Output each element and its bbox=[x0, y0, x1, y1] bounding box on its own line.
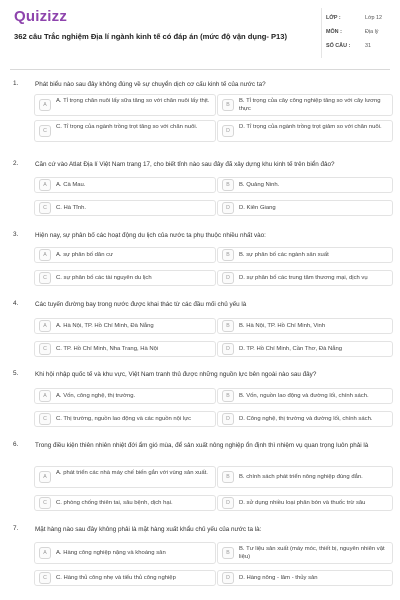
option-text: A. sự phân bố dân cư bbox=[56, 252, 114, 258]
option-text: D. sử dụng nhiều loại phân bón và thuốc trừ sâu bbox=[239, 500, 366, 506]
option-letter: C bbox=[39, 343, 51, 355]
option-a[interactable] bbox=[34, 318, 216, 334]
option-b[interactable] bbox=[217, 177, 393, 193]
option-d[interactable] bbox=[217, 120, 393, 142]
option-text: C. Hàng thủ công nhẹ và tiểu thủ công nghiệp bbox=[56, 575, 176, 581]
question-number: 7. bbox=[13, 525, 19, 532]
option-letter: A bbox=[39, 249, 51, 261]
question-number: 1. bbox=[13, 80, 19, 87]
option-letter: D bbox=[222, 572, 234, 584]
meta-subject-label: MÔN : bbox=[326, 29, 342, 35]
option-text: C. Thị trường, nguồn lao động và các nguồn nội lực bbox=[56, 416, 192, 422]
question-text: Căn cứ vào Atlat Địa lí Việt Nam trang 17, cho biết tỉnh nào sau đây đã xây dựng khu kinh tế trên biển đảo? bbox=[35, 161, 335, 168]
option-d[interactable] bbox=[217, 270, 393, 286]
option-letter: A bbox=[39, 179, 51, 191]
option-text: D. Công nghệ, thị trường và đường lối, chính sách. bbox=[239, 416, 373, 422]
option-text: B. Tỉ trọng của cây công nghiệp tăng so với cây lương thực bbox=[239, 98, 381, 112]
option-c[interactable] bbox=[34, 270, 216, 286]
option-letter: B bbox=[222, 471, 234, 483]
option-text: B. Hà Nội, TP. Hồ Chí Minh, Vinh bbox=[239, 323, 326, 329]
meta-count-row bbox=[321, 40, 387, 54]
option-text: B. sự phân bố các ngành sản xuất bbox=[239, 252, 329, 258]
meta-count-label: SỐ CÂU : bbox=[326, 43, 351, 49]
option-text: B. Tư liệu sản xuất (máy móc, thiết bị, nguyên nhiên vật liệu) bbox=[239, 546, 385, 560]
option-letter: B bbox=[222, 99, 234, 111]
option-c[interactable] bbox=[34, 570, 216, 586]
option-letter: C bbox=[39, 572, 51, 584]
option-letter: A bbox=[39, 471, 51, 483]
option-b[interactable] bbox=[217, 542, 393, 564]
option-letter: B bbox=[222, 320, 234, 332]
question-text: Các tuyến đường bay trong nước được khai thác từ các đầu mối chủ yếu là bbox=[35, 301, 247, 308]
question-text: Mặt hàng nào sau đây không phải là mặt hàng xuất khẩu chủ yếu của nước ta là: bbox=[35, 526, 262, 533]
option-text: D. TP. Hồ Chí Minh, Cần Thơ, Đà Nẵng bbox=[239, 346, 343, 352]
option-a[interactable] bbox=[34, 177, 216, 193]
option-b[interactable] bbox=[217, 388, 393, 404]
option-letter: D bbox=[222, 272, 234, 284]
option-letter: D bbox=[222, 497, 234, 509]
option-text: A. Vốn, công nghệ, thị trường. bbox=[56, 393, 136, 399]
question-text: Khi hội nhập quốc tế và khu vực, Việt Nam tranh thủ được những nguồn lực bên ngoài nào sau đây? bbox=[35, 371, 317, 378]
quizizz-logo: Quizizz bbox=[14, 8, 68, 25]
option-letter: B bbox=[222, 249, 234, 261]
option-b[interactable] bbox=[217, 318, 393, 334]
option-text: A. Tỉ trọng chăn nuôi lấy sữa tăng so với chăn nuôi lấy thịt. bbox=[56, 98, 210, 104]
meta-count-value: 31 bbox=[365, 43, 371, 49]
option-letter: C bbox=[39, 272, 51, 284]
option-letter: B bbox=[222, 547, 234, 559]
meta-class-label: LỚP : bbox=[326, 15, 341, 21]
option-text: D. Tỉ trọng của ngành trồng trọt giảm so với chăn nuôi. bbox=[239, 124, 382, 130]
option-text: A. phát triển các nhà máy chế biến gắn với vùng sản xuất. bbox=[56, 470, 208, 476]
worksheet-meta bbox=[321, 12, 387, 54]
question-number: 5. bbox=[13, 370, 19, 377]
option-b[interactable] bbox=[217, 247, 393, 263]
option-letter: C bbox=[39, 413, 51, 425]
option-letter: A bbox=[39, 390, 51, 402]
option-d[interactable] bbox=[217, 200, 393, 216]
option-text: B. Quảng Ninh. bbox=[239, 182, 280, 188]
option-d[interactable] bbox=[217, 411, 393, 427]
option-letter: A bbox=[39, 547, 51, 559]
header-divider bbox=[10, 69, 390, 70]
option-text: A. Cà Mau. bbox=[56, 182, 86, 188]
option-a[interactable] bbox=[34, 388, 216, 404]
option-letter: B bbox=[222, 179, 234, 191]
meta-class-value: Lớp 12 bbox=[365, 15, 383, 21]
option-a[interactable] bbox=[34, 466, 216, 488]
option-letter: A bbox=[39, 320, 51, 332]
option-text: C. TP. Hồ Chí Minh, Nha Trang, Hà Nội bbox=[56, 346, 159, 352]
option-d[interactable] bbox=[217, 341, 393, 357]
option-text: C. sự phân bố các tài nguyên du lịch bbox=[56, 275, 152, 281]
meta-subject-value: Địa lý bbox=[365, 29, 379, 35]
option-text: D. sự phân bố các trung tâm thương mại, dịch vụ bbox=[239, 275, 368, 281]
option-d[interactable] bbox=[217, 495, 393, 511]
option-letter: D bbox=[222, 343, 234, 355]
option-c[interactable] bbox=[34, 120, 216, 142]
option-letter: D bbox=[222, 413, 234, 425]
option-letter: D bbox=[222, 125, 234, 137]
option-text: B. chính sách phát triển nông nghiệp đúng đắn. bbox=[239, 474, 363, 480]
question-text: Trong điều kiện thiên nhiên nhiệt đới ẩm gió mùa, để sản xuất nông nghiệp ổn định thì nhiệm vụ quan trọng luôn phải là bbox=[35, 442, 369, 449]
option-text: C. Hà Tĩnh. bbox=[56, 205, 87, 211]
option-c[interactable] bbox=[34, 411, 216, 427]
option-letter: C bbox=[39, 125, 51, 137]
worksheet-header bbox=[0, 0, 400, 70]
question-number: 6. bbox=[13, 441, 19, 448]
option-a[interactable] bbox=[34, 247, 216, 263]
option-d[interactable] bbox=[217, 570, 393, 586]
question-number: 4. bbox=[13, 300, 19, 307]
option-b[interactable] bbox=[217, 466, 393, 488]
option-c[interactable] bbox=[34, 200, 216, 216]
option-letter: C bbox=[39, 497, 51, 509]
option-letter: C bbox=[39, 202, 51, 214]
option-a[interactable] bbox=[34, 542, 216, 564]
option-letter: B bbox=[222, 390, 234, 402]
option-b[interactable] bbox=[217, 94, 393, 116]
meta-class-row bbox=[321, 12, 387, 26]
question-number: 2. bbox=[13, 160, 19, 167]
option-a[interactable] bbox=[34, 94, 216, 116]
meta-subject-row bbox=[321, 26, 387, 40]
question-number: 3. bbox=[13, 231, 19, 238]
option-letter: D bbox=[222, 202, 234, 214]
option-text: D. Kiên Giang bbox=[239, 205, 276, 211]
option-text: D. Hàng nông - lâm - thủy sản bbox=[239, 575, 318, 581]
question-text: Phát biểu nào sau đây không đúng về sự chuyển dịch cơ cấu kinh tế của nước ta? bbox=[35, 81, 266, 88]
option-c[interactable] bbox=[34, 341, 216, 357]
option-c[interactable] bbox=[34, 495, 216, 511]
option-text: B. Vốn, nguồn lao động và đường lối, chính sách. bbox=[239, 393, 369, 399]
option-text: C. Tỉ trọng của ngành trồng trọt tăng so với chăn nuôi. bbox=[56, 124, 198, 130]
option-text: A. Hàng công nghiệp nặng và khoáng sản bbox=[56, 550, 166, 556]
option-text: C. phòng chống thiên tai, sâu bệnh, dịch hại. bbox=[56, 500, 173, 506]
question-text: Hiện nay, sự phân bố các hoạt động du lịch của nước ta phụ thuộc nhiều nhất vào: bbox=[35, 232, 266, 239]
option-letter: A bbox=[39, 99, 51, 111]
worksheet-title: 362 câu Trắc nghiệm Địa lí ngành kinh tế có đáp án (mức độ vận dụng- P13) bbox=[14, 32, 288, 41]
option-text: A. Hà Nội, TP. Hồ Chí Minh, Đà Nẵng bbox=[56, 323, 154, 329]
